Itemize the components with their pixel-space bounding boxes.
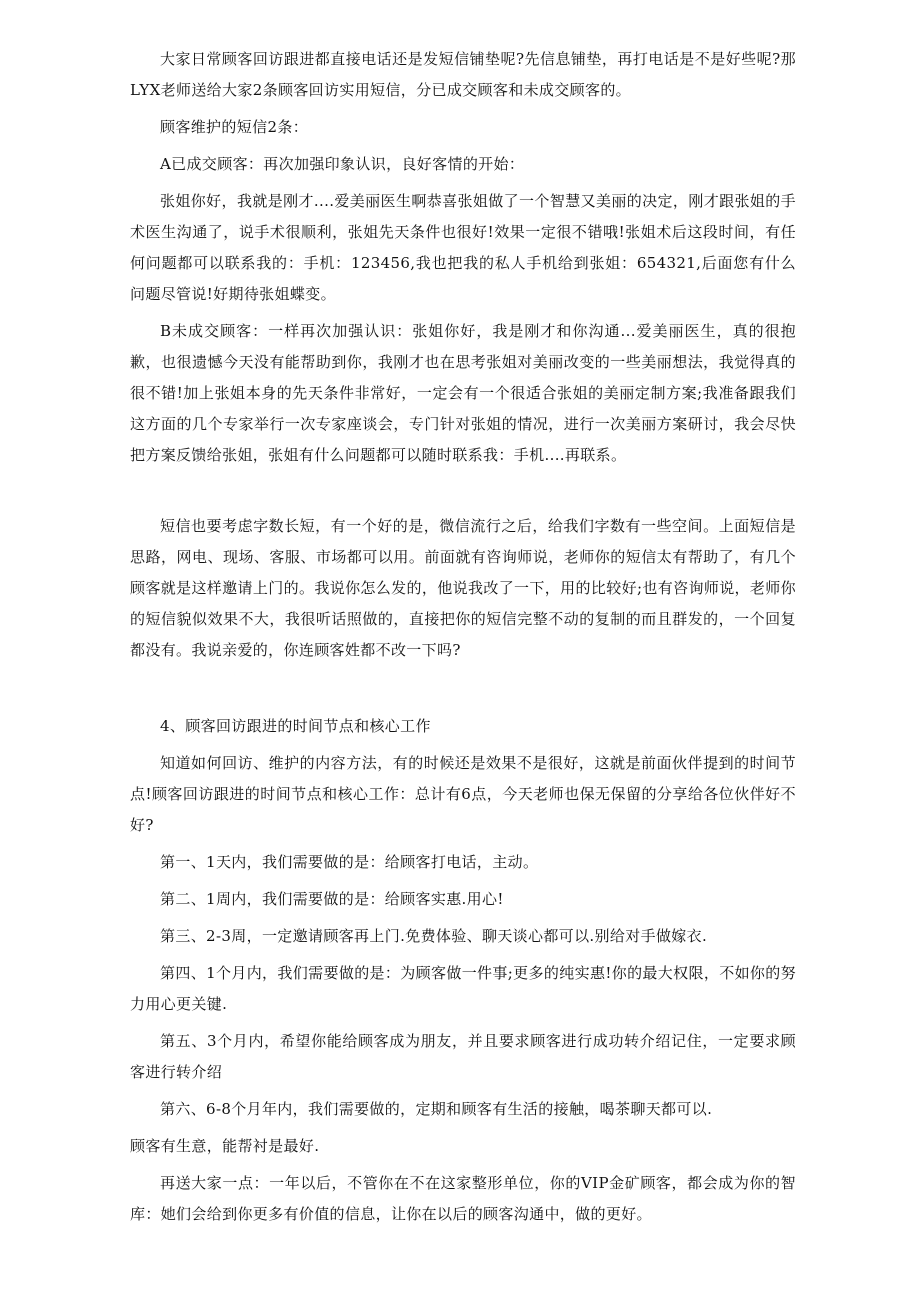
step-3: 第三、2-3周，一定邀请顾客再上门.免费体验、聊天谈心都可以.别给对手做嫁衣. (160, 927, 708, 945)
closing-paragraph: 再送大家一点：一年以后，不管你在不在这家整形单位，你的VIP金矿顾客，都会成为你的智库：她们会给到你更多有价值的信息，让你在以后的顾客沟通中，做的更好。 (130, 1174, 796, 1223)
intro-paragraph: 大家日常顾客回访跟进都直接电话还是发短信铺垫呢?先信息铺垫，再打电话是不是好些呢?那LYX老师送给大家2条顾客回访实用短信，分已成交顾客和未成交顾客的。 (130, 50, 796, 99)
sms-heading: 顾客维护的短信2条： (160, 118, 309, 136)
sms-a-heading: A已成交顾客：再次加强印象认识，良好客情的开始： (160, 155, 525, 173)
spacer (130, 471, 796, 511)
spacer (130, 666, 796, 711)
step-5: 第五、3个月内，希望你能给顾客成为朋友，并且要求顾客进行成功转介绍记住，一定要求顾客进行转介绍 (130, 1032, 796, 1081)
sms-a-body: 张姐你好，我就是刚才....爱美丽医生啊恭喜张姐做了一个智慧又美丽的决定，刚才跟张姐的手术医生沟通了，说手术很顺利，张姐先天条件也很好!效果一定很不错哦!张姐术后这段时间，有任何问题都可以联系我的：手机：123456,我也把我的私人手机给到张姐：654321,后面您有什么问题尽管说!好期待张姐蝶变。 (130, 192, 796, 303)
step-4: 第四、1个月内，我们需要做的是：为顾客做一件事;更多的纯实惠!你的最大权限，不如你的努力用心更关键. (130, 964, 796, 1013)
step-2: 第二、1周内，我们需要做的是：给顾客实惠.用心! (160, 890, 504, 908)
sms-length-paragraph: 短信也要考虑字数长短，有一个好的是，微信流行之后，给我们字数有一些空间。上面短信是思路，网电、现场、客服、市场都可以用。前面就有咨询师说，老师你的短信太有帮助了，有几个顾客就是这样邀请上门的。我说你怎么发的，他说我改了一下，用的比较好;也有咨询师说，老师你的短信貌似效果不大，我很听话照做的，直接把你的短信完整不动的复制的而且群发的，一个回复都没有。我说亲爱的，你连顾客姓都不改一下吗? (130, 517, 796, 659)
section-4-intro: 知道如何回访、维护的内容方法，有的时候还是效果不是很好，这就是前面伙伴提到的时间节点!顾客回访跟进的时间节点和核心工作：总计有6点，今天老师也保无保留的分享给各位伙伴好不好? (130, 754, 796, 834)
step-6: 第六、6-8个月年内，我们需要做的，定期和顾客有生活的接触，喝茶聊天都可以. (160, 1100, 713, 1118)
step-6-note: 顾客有生意，能帮衬是最好. (130, 1137, 320, 1155)
section-4-heading: 4、顾客回访跟进的时间节点和核心工作 (160, 717, 431, 735)
document-page (130, 44, 796, 1230)
step-1: 第一、1天内，我们需要做的是：给顾客打电话，主动。 (160, 853, 539, 871)
sms-b-body: B未成交顾客：一样再次加强认识：张姐你好，我是刚才和你沟通...爱美丽医生，真的很抱歉，也很遗憾今天没有能帮助到你，我刚才也在思考张姐对美丽改变的一些美丽想法，我觉得真的很不错!加上张姐本身的先天条件非常好，一定会有一个很适合张姐的美丽定制方案;我准备跟我们这方面的几个专家举行一次专家座谈会，专门针对张姐的情况，进行一次美丽方案研讨，我会尽快把方案反馈给张姐，张姐有什么问题都可以随时联系我：手机....再联系。 (130, 322, 796, 464)
